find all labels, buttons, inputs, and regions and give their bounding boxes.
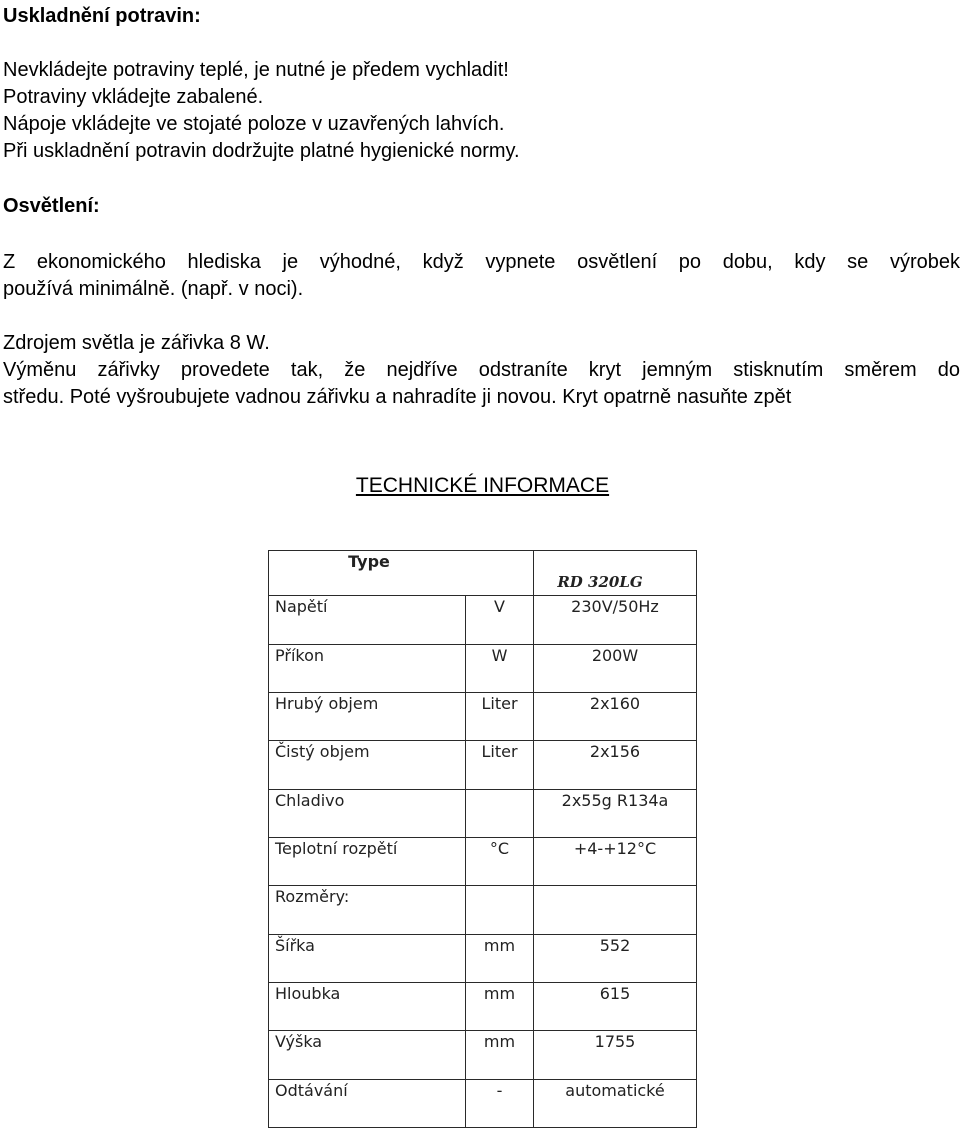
row-unit-cell bbox=[466, 741, 534, 789]
lighting-paragraph-2-line-1: Zdrojem světla je zářivka 8 W. bbox=[3, 332, 270, 354]
row-value: 1755 bbox=[594, 1032, 636, 1052]
row-value: 230V/50Hz bbox=[571, 597, 659, 617]
table-row bbox=[269, 1079, 697, 1127]
row-label: Teplotní rozpětí bbox=[275, 838, 398, 858]
row-unit-cell bbox=[466, 837, 534, 885]
table-row bbox=[269, 886, 697, 934]
lighting-paragraph-2-line-2: Výměnu zářivky provedete tak, že nejdříve odstraníte kryt jemným stisknutím směrem do bbox=[3, 359, 960, 381]
row-unit: Liter bbox=[481, 693, 518, 713]
row-label-cell bbox=[269, 644, 466, 692]
row-value: +4-+12°C bbox=[573, 838, 657, 858]
row-unit: Liter bbox=[481, 742, 518, 762]
row-unit-cell bbox=[466, 644, 534, 692]
row-value-cell bbox=[534, 837, 697, 885]
table-row bbox=[269, 837, 697, 885]
row-label-cell bbox=[269, 692, 466, 740]
model-name: RD 320LG bbox=[557, 573, 643, 591]
row-label: Hloubka bbox=[275, 983, 341, 1003]
row-unit: mm bbox=[483, 983, 516, 1003]
row-unit-cell bbox=[466, 692, 534, 740]
row-unit: V bbox=[494, 597, 505, 617]
table-row bbox=[269, 789, 697, 837]
row-unit: °C bbox=[489, 838, 510, 858]
row-label: Rozměry: bbox=[275, 887, 350, 907]
row-label: Příkon bbox=[275, 645, 325, 665]
row-value: 200W bbox=[591, 645, 639, 665]
row-label-cell bbox=[269, 934, 466, 982]
row-label: Hrubý objem bbox=[275, 693, 379, 713]
row-value-cell bbox=[534, 692, 697, 740]
row-value-cell bbox=[534, 886, 697, 934]
row-value-cell bbox=[534, 596, 697, 644]
table-row bbox=[269, 741, 697, 789]
model-cell bbox=[534, 551, 697, 596]
technical-table bbox=[268, 550, 697, 1128]
table-row bbox=[269, 596, 697, 644]
storage-heading: Uskladnění potravin: bbox=[3, 5, 201, 27]
row-value-cell bbox=[534, 982, 697, 1030]
row-unit-cell bbox=[466, 934, 534, 982]
row-label: Odtávání bbox=[275, 1080, 348, 1100]
row-label: Napětí bbox=[275, 597, 328, 617]
storage-line-2: Potraviny vkládejte zabalené. bbox=[3, 86, 264, 108]
row-value: automatické bbox=[565, 1080, 665, 1100]
lighting-heading: Osvětlení: bbox=[3, 195, 100, 217]
row-unit: W bbox=[491, 645, 508, 665]
row-value: 615 bbox=[599, 983, 631, 1003]
technical-title: TECHNICKÉ INFORMACE bbox=[355, 474, 610, 497]
type-header: Type bbox=[348, 552, 390, 571]
row-value-cell bbox=[534, 789, 697, 837]
row-value-cell bbox=[534, 741, 697, 789]
row-value-cell bbox=[534, 1031, 697, 1079]
row-label-cell bbox=[269, 741, 466, 789]
row-label-cell bbox=[269, 1079, 466, 1127]
row-unit-cell bbox=[466, 886, 534, 934]
row-label-cell bbox=[269, 1031, 466, 1079]
row-label-cell bbox=[269, 596, 466, 644]
row-unit-cell bbox=[466, 982, 534, 1030]
row-label-cell bbox=[269, 837, 466, 885]
row-label-cell bbox=[269, 789, 466, 837]
lighting-paragraph-1-line-1: Z ekonomického hlediska je výhodné, když vypnete osvětlení po dobu, kdy se výrobek bbox=[3, 251, 960, 273]
table-row bbox=[269, 644, 697, 692]
table-row bbox=[269, 692, 697, 740]
row-unit: mm bbox=[483, 1032, 516, 1052]
row-unit-cell bbox=[466, 789, 534, 837]
row-value: 2x160 bbox=[589, 693, 641, 713]
row-unit-cell bbox=[466, 1031, 534, 1079]
row-value: 552 bbox=[599, 935, 631, 955]
lighting-paragraph-1-line-2: používá minimálně. (např. v noci). bbox=[3, 278, 304, 300]
row-unit-cell bbox=[466, 1079, 534, 1127]
type-header-cell bbox=[269, 551, 534, 596]
row-unit bbox=[466, 790, 533, 791]
row-value: 2x156 bbox=[589, 742, 641, 762]
storage-line-1: Nevkládejte potraviny teplé, je nutné je předem vychladit! bbox=[3, 59, 509, 81]
storage-line-3: Nápoje vkládejte ve stojaté poloze v uzavřených lahvích. bbox=[3, 113, 505, 135]
table-header-row bbox=[269, 551, 697, 596]
row-value-cell bbox=[534, 644, 697, 692]
row-label: Výška bbox=[275, 1032, 323, 1052]
table-row bbox=[269, 1031, 697, 1079]
row-label-cell bbox=[269, 886, 466, 934]
row-value: 2x55g R134a bbox=[561, 790, 669, 810]
row-label-cell bbox=[269, 982, 466, 1030]
lighting-paragraph-2-line-3: středu. Poté vyšroubujete vadnou zářivku a nahradíte ji novou. Kryt opatrně nasuňte zpět bbox=[3, 386, 792, 408]
row-unit-cell bbox=[466, 596, 534, 644]
row-unit bbox=[466, 886, 533, 887]
row-label: Šířka bbox=[275, 935, 315, 955]
row-value bbox=[534, 886, 696, 887]
row-unit: mm bbox=[483, 935, 516, 955]
row-value-cell bbox=[534, 934, 697, 982]
table-row bbox=[269, 934, 697, 982]
table-row bbox=[269, 982, 697, 1030]
storage-line-4: Při uskladnění potravin dodržujte platné hygienické normy. bbox=[3, 140, 520, 162]
row-value-cell bbox=[534, 1079, 697, 1127]
row-unit: - bbox=[496, 1080, 503, 1100]
row-label: Chladivo bbox=[275, 790, 345, 810]
row-label: Čistý objem bbox=[275, 742, 370, 762]
